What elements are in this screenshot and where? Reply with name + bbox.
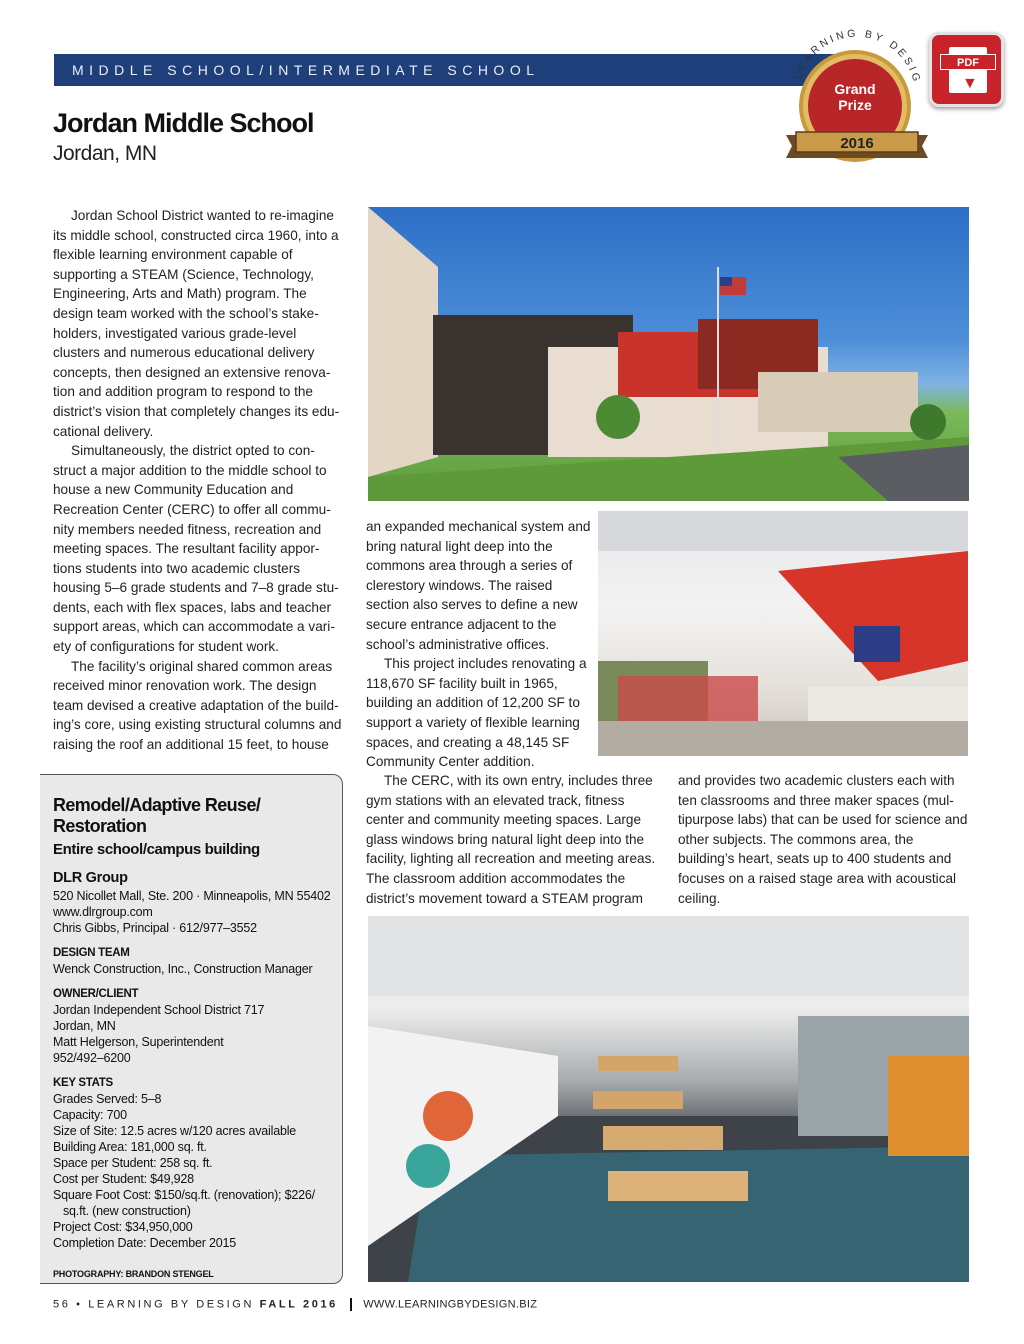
footer-url[interactable]: WWW.LEARNINGBYDESIGN.BIZ	[363, 1298, 538, 1311]
footer-bullet: •	[76, 1298, 83, 1311]
issue-label: FALL 2016	[259, 1298, 338, 1311]
page-number: 56	[53, 1298, 71, 1311]
key-stat: Grades Served: 5–8	[53, 1092, 162, 1106]
page-title: Jordan Middle School	[53, 108, 314, 138]
article-column-1	[53, 206, 343, 755]
key-stat: Square Foot Cost: $150/sq.ft. (renovation); $226/	[53, 1188, 315, 1202]
pdf-download-button[interactable]	[929, 32, 1004, 107]
photo-credit: PHOTOGRAPHY: BRANDON STENGEL	[53, 1269, 214, 1279]
pdf-label: PDF	[940, 54, 996, 70]
key-stat: Cost per Student: $49,928	[53, 1172, 194, 1186]
footer-divider	[350, 1298, 352, 1311]
firm-website[interactable]: www.dlrgroup.com	[53, 905, 153, 919]
paragraph: Jordan School District wanted to re-imagine its middle school, constructed circa 1960, into a flexible learning environment capable of supporting a STEAM (Science, Technology, Engineering, Arts and Math) program. The design team worked with the school’s stakeholders, investigated various grade-level clusters and numerous educational delivery concepts, then designed an extensive renovation and addition program to respond to the district’s vision that completely changes its educational delivery.	[53, 208, 340, 439]
article-column-2	[366, 517, 592, 772]
owner-city: Jordan, MN	[53, 1019, 116, 1033]
key-stat: Space per Student: 258 sq. ft.	[53, 1156, 213, 1170]
design-team-label: DESIGN TEAM	[53, 947, 130, 959]
paragraph: This project includes renovating a 118,670 SF facility built in 1965, building an addition of 12,200 SF to support a variety of flexible learning spaces, and creating a 48,145 SF Community Center addition.	[366, 656, 587, 770]
learning-commons-photo	[368, 916, 969, 1282]
award-category-line1: Remodel/Adaptive Reuse/	[53, 795, 261, 815]
project-scope: Entire school/campus building	[53, 841, 260, 858]
paragraph: and provides two academic clusters each with ten classrooms and three maker spaces (multipurpose labs) that can be used for science and other subjects. The commons area, the building’s heart, seats up to 400 students and focuses on a raised stage area with acoustical ceiling.	[678, 773, 968, 906]
badge-prize-line2: Prize	[838, 97, 872, 113]
badge-year: 2016	[840, 135, 874, 152]
award-category-line2: Restoration	[53, 816, 147, 836]
badge-prize-line1: Grand	[834, 81, 876, 97]
key-stat: Building Area: 181,000 sq. ft.	[53, 1140, 207, 1154]
key-stat: Size of Site: 12.5 acres w/120 acres available	[53, 1124, 297, 1138]
firm-address: 520 Nicollet Mall, Ste. 200 · Minneapolis, MN 55402	[53, 889, 331, 903]
key-stat: Completion Date: December 2015	[53, 1236, 236, 1250]
section-banner: MIDDLE SCHOOL/INTERMEDIATE SCHOOL	[54, 54, 820, 86]
paragraph: Simultaneously, the district opted to construct a major addition to the middle school to house a new Community Education and Recreation Center (CERC) to offer all community members needed fitness, recreation and meeting spaces. The resultant facility apportions students into two academic clusters housing 5–6 grade students and 7–8 grade students, each with flex spaces, labs and teacher support areas, which can accommodate a variety of configurations for student work.	[53, 443, 339, 655]
paragraph: The CERC, with its own entry, includes three gym stations with an elevated track, fitness center and community meeting spaces. Large glass windows bring natural light deep into the facility, lighting all recreation and meeting areas. The classroom addition accommodates the district’s movement toward a STEAM program	[366, 773, 656, 906]
paragraph: The facility’s original shared common areas received minor renovation work. The design team devised a creative adaptation of the building’s core, using existing structural columns and raising the roof an additional 15 feet, to house	[53, 658, 342, 753]
exterior-photo	[368, 207, 969, 501]
page-subtitle-location: Jordan, MN	[53, 142, 157, 165]
commons-photo	[598, 511, 968, 756]
download-arrow-icon: ▼	[962, 75, 978, 92]
key-stat: Capacity: 700	[53, 1108, 127, 1122]
firm-contact: Chris Gibbs, Principal · 612/977–3552	[53, 921, 257, 935]
firm-name: DLR Group	[53, 870, 128, 886]
owner-client-label: OWNER/CLIENT	[53, 988, 139, 1000]
design-team-value: Wenck Construction, Inc., Construction Manager	[53, 962, 313, 976]
grand-prize-badge	[782, 22, 932, 182]
article-column-3	[366, 771, 658, 908]
magazine-name: LEARNING BY DESIGN	[88, 1298, 254, 1311]
key-stat: Project Cost: $34,950,000	[53, 1220, 193, 1234]
owner-name: Jordan Independent School District 717	[53, 1003, 265, 1017]
owner-contact: Matt Helgerson, Superintendent	[53, 1035, 224, 1049]
owner-phone: 952/492–6200	[53, 1051, 131, 1065]
page-footer	[53, 1298, 537, 1311]
paragraph: an expanded mechanical system and bring natural light deep into the commons area through a series of clerestory windows. The raised section also serves to define a new secure entrance adjacent to the school’s administrative offices.	[366, 519, 591, 652]
badge-arc-text: LEARNING BY DESIG	[792, 27, 924, 86]
key-stats-label: KEY STATS	[53, 1077, 113, 1089]
key-stat: sq.ft. (new construction)	[63, 1204, 191, 1218]
article-column-4	[678, 771, 968, 908]
